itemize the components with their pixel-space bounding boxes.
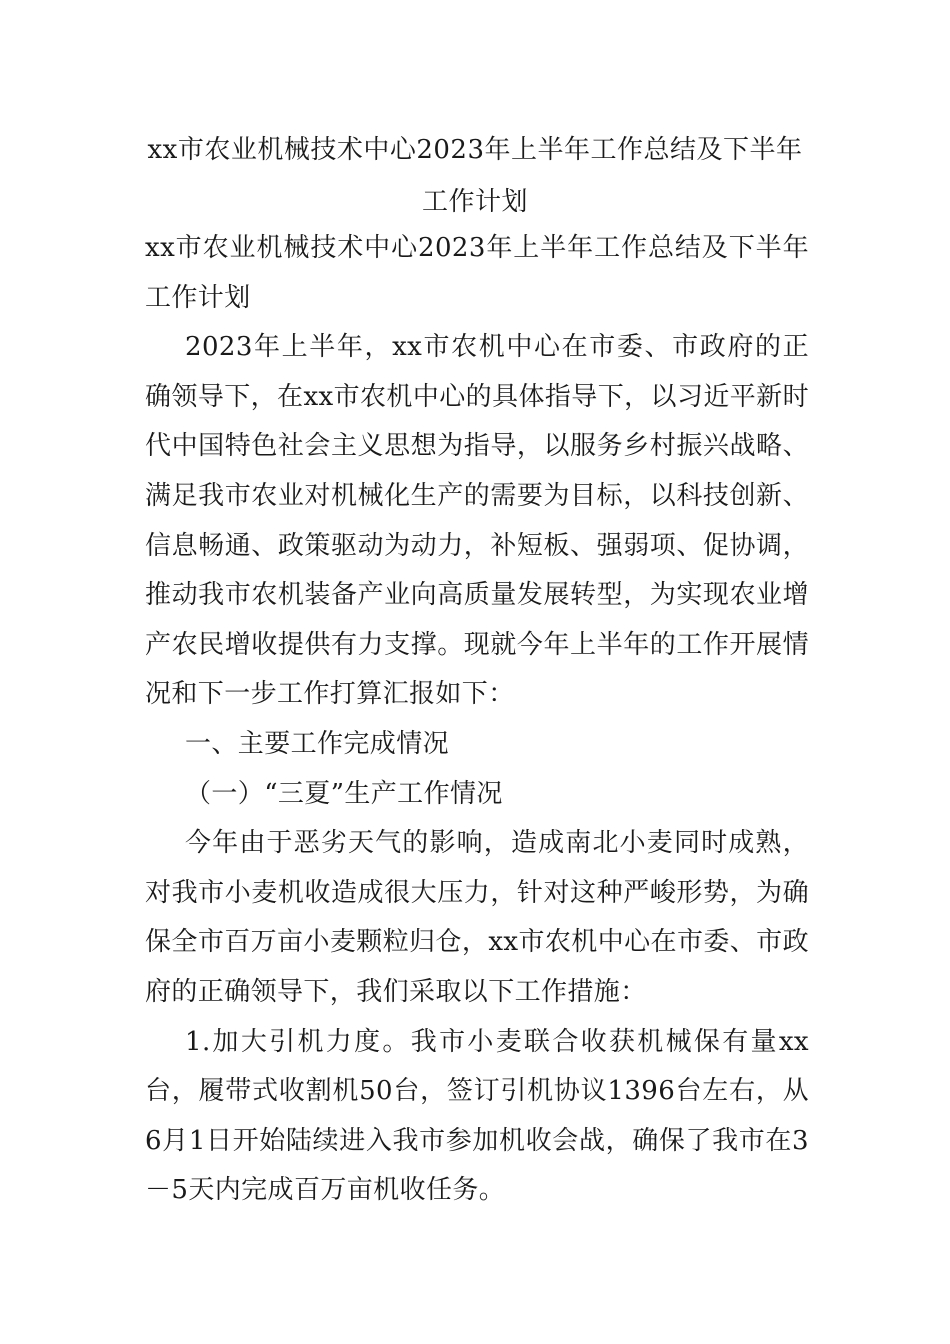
document-title-line-1: xx市农业机械技术中心2023年上半年工作总结及下半年 (147, 135, 803, 165)
subsection-1-heading: （一）“三夏”生产工作情况 (185, 778, 503, 809)
document-title (100, 124, 850, 228)
subsection-1-paragraph: 今年由于恶劣天气的影响，造成南北小麦同时成熟，对我市小麦机收造成很大压力，针对这种严峻形势，为确保全市百万亩小麦颗粒归仓，xx市农机中心在市委、市政府的正确领导下，我们采取以下工作措施： (145, 828, 809, 1007)
intro-paragraph: 2023年上半年，xx市农机中心在市委、市政府的正确领导下，在xx市农机中心的具体指导下，以习近平新时代中国特色社会主义思想为指导，以服务乡村振兴战略、满足我市农业对机械化生产的需要为目标，以科技创新、信息畅通、政策驱动为动力，补短板、强弱项、促协调，推动我市农机装备产业向高质量发展转型，为实现农业增产农民增收提供有力支撑。现就今年上半年的工作开展情况和下一步工作打算汇报如下： (145, 332, 809, 710)
document-title-line-2: 工作计划 (421, 187, 528, 217)
item-1-paragraph: 1.加大引机力度。我市小麦联合收获机械保有量xx台，履带式收割机50台，签订引机协议1396台左右，从6月1日开始陆续进入我市参加机收会战，确保了我市在3－5天内完成百万亩机收任务。 (145, 1026, 809, 1206)
document-body (145, 224, 809, 1216)
document-subtitle: xx市农业机械技术中心2023年上半年工作总结及下半年工作计划 (145, 233, 809, 313)
section-1-heading: 一、主要工作完成情况 (185, 728, 450, 759)
